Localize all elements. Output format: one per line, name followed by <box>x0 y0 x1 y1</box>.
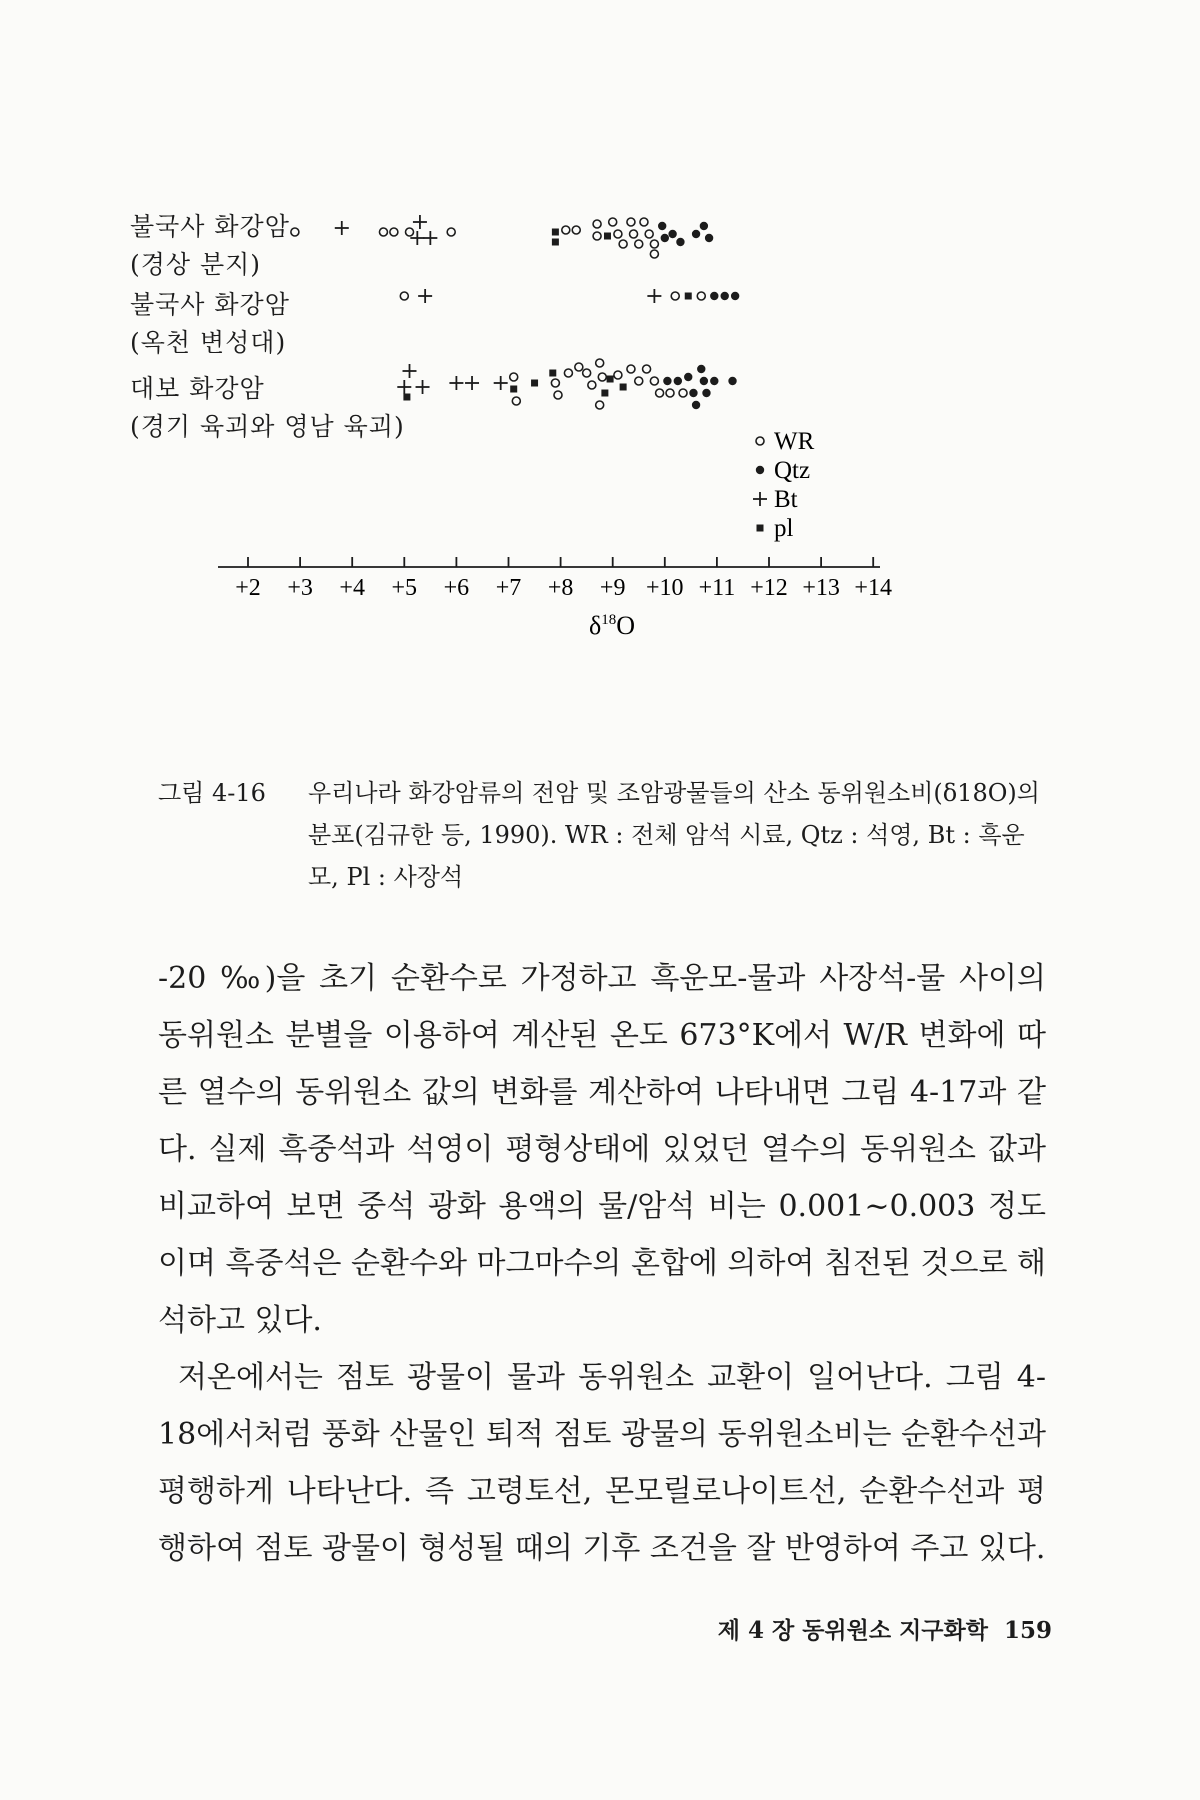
isotope-scatter-chart <box>0 0 1200 740</box>
data-point-pl <box>552 229 559 236</box>
legend-symbol-qtz <box>756 466 764 474</box>
data-point-qtz <box>674 377 682 385</box>
data-point-qtz <box>684 373 692 381</box>
data-point-bt <box>397 380 411 394</box>
data-point-pl <box>620 384 627 391</box>
data-point-wr <box>598 373 606 381</box>
legend-symbol-bt <box>753 492 767 506</box>
data-point-wr <box>447 228 455 236</box>
data-point-wr <box>619 240 627 248</box>
page-number: 159 <box>1003 1617 1052 1644</box>
page-footer <box>718 1612 1052 1645</box>
data-point-wr <box>593 220 601 228</box>
data-point-pl <box>549 370 556 377</box>
data-point-wr <box>679 389 687 397</box>
data-point-wr <box>635 240 643 248</box>
row-label-2-line2: (옥천 변성대) <box>130 328 287 357</box>
data-point-qtz <box>700 377 708 385</box>
data-point-bt <box>465 376 479 390</box>
row-label-2-line1: 불국사 화강암 <box>130 290 290 319</box>
x-tick-label: +9 <box>599 575 626 601</box>
data-point-wr <box>575 363 583 371</box>
data-point-wr <box>609 218 617 226</box>
data-point-wr <box>666 389 674 397</box>
data-point-wr <box>671 292 679 300</box>
x-tick-label: +10 <box>646 575 684 601</box>
x-tick-label: +12 <box>750 575 788 601</box>
data-point-qtz <box>710 292 718 300</box>
data-point-wr <box>596 401 604 409</box>
data-point-bt <box>410 231 424 245</box>
data-point-bt <box>423 231 437 245</box>
data-point-qtz <box>731 292 739 300</box>
x-tick-label: +4 <box>339 575 365 601</box>
data-point-wr <box>400 292 408 300</box>
data-point-wr <box>650 240 658 248</box>
data-point-wr <box>588 381 596 389</box>
x-tick-label: +2 <box>235 575 261 601</box>
data-point-qtz <box>668 230 676 238</box>
x-tick-label: +7 <box>495 575 522 601</box>
data-point-wr <box>627 218 635 226</box>
data-point-qtz <box>692 230 700 238</box>
legend-symbol-pl <box>757 525 764 532</box>
data-point-pl <box>601 390 608 397</box>
data-point-wr <box>562 226 570 234</box>
data-point-qtz <box>689 389 697 397</box>
data-point-wr <box>645 230 653 238</box>
data-point-bt <box>403 364 417 378</box>
caption-line-1: 우리나라 화강암류의 전암 및 조암광물들의 산소 동위원소비(δ18O)의 <box>308 779 1040 807</box>
data-point-wr <box>640 218 648 226</box>
data-point-qtz <box>692 401 700 409</box>
data-point-bt <box>413 215 427 229</box>
data-point-bt <box>416 380 430 394</box>
data-point-wr <box>593 232 601 240</box>
data-point-qtz <box>663 377 671 385</box>
data-point-wr <box>614 371 622 379</box>
data-point-wr <box>554 391 562 399</box>
data-point-wr <box>630 230 638 238</box>
data-point-wr <box>390 228 398 236</box>
data-point-wr <box>551 379 559 387</box>
data-point-wr <box>291 228 299 236</box>
legend-label-bt: Bt <box>774 486 798 513</box>
data-point-qtz <box>705 234 713 242</box>
data-point-qtz <box>676 238 684 246</box>
data-point-pl <box>531 380 538 387</box>
x-tick-label: +14 <box>854 575 892 601</box>
data-point-pl <box>403 394 410 401</box>
data-point-wr <box>406 228 414 236</box>
data-point-bt <box>494 376 508 390</box>
data-point-bt <box>647 289 661 303</box>
data-point-pl <box>510 386 517 393</box>
data-point-wr <box>656 389 664 397</box>
footer-chapter: 제 4 장 동위원소 지구화학 <box>717 1617 988 1644</box>
data-point-wr <box>650 250 658 258</box>
row-label-3-line2: (경기 육괴와 영남 육괴) <box>130 412 405 441</box>
caption-label: 그림 4-16 <box>158 779 266 807</box>
caption-line-2: 분포(김규한 등, 1990). WR : 전체 암석 시료, Qtz : 석영, Bt : 흑운 <box>308 821 1025 849</box>
data-point-qtz <box>658 222 666 230</box>
data-point-wr <box>697 292 705 300</box>
data-point-wr <box>643 365 651 373</box>
data-point-pl <box>604 233 611 240</box>
legend-label-pl: pl <box>774 515 794 542</box>
data-point-wr <box>512 397 520 405</box>
x-tick-label: +6 <box>443 575 470 601</box>
row-label-3-line1: 대보 화강암 <box>130 374 265 403</box>
figure-caption <box>158 772 1058 898</box>
row-label-1-line2: (경상 분지) <box>130 250 262 279</box>
data-point-wr <box>572 226 580 234</box>
data-point-bt <box>449 376 463 390</box>
body-text <box>158 950 1046 1577</box>
x-tick-label: +8 <box>547 575 574 601</box>
legend-label-qtz: Qtz <box>774 457 811 484</box>
data-point-wr <box>650 377 658 385</box>
data-point-pl <box>607 376 614 383</box>
x-axis-title: $\delta^{18}O$ <box>588 611 636 640</box>
x-tick-label: +5 <box>391 575 418 601</box>
x-tick-label: +11 <box>698 575 736 601</box>
data-point-bt <box>418 289 432 303</box>
data-point-bt <box>335 221 349 235</box>
data-point-qtz <box>697 365 705 373</box>
data-point-pl <box>685 293 692 300</box>
data-point-qtz <box>700 222 708 230</box>
data-point-pl <box>552 239 559 246</box>
row-label-1-line1: 불국사 화강암 <box>130 212 290 241</box>
data-point-qtz <box>721 292 729 300</box>
data-point-wr <box>614 230 622 238</box>
data-point-wr <box>564 369 572 377</box>
data-point-wr <box>596 359 604 367</box>
data-point-wr <box>635 377 643 385</box>
data-point-wr <box>583 369 591 377</box>
data-point-qtz <box>661 234 669 242</box>
legend-label-wr: WR <box>774 428 815 455</box>
body-paragraph-1: -20 ‰)을 초기 순환수로 가정하고 흑운모-물과 사장석-물 사이의 동위원소 분별을 이용하여 계산된 온도 673°K에서 W/R 변화에 따른 열수의 동위원소 값의 변화를 계산하여 나타내면 그림 4-17과 같다. 실제 흑중석과 석영이 평형상태에 있었던 열수의 동위원소 값과 비교하여 보면 중석 광화 용액의 물/암석 비는 0.001~0.003 정도이며 흑중석은 순환수와 마그마수의 혼합에 의하여 침전된 것으로 해석하고 있다. <box>158 961 1046 1338</box>
legend-symbol-wr <box>756 437 764 445</box>
data-point-qtz <box>710 377 718 385</box>
data-point-wr <box>627 365 635 373</box>
data-point-wr <box>379 228 387 236</box>
data-point-wr <box>510 373 518 381</box>
x-tick-label: +13 <box>802 575 840 601</box>
caption-line-3: 모, Pl : 사장석 <box>308 863 464 891</box>
body-paragraph-2: 저온에서는 점토 광물이 물과 동위원소 교환이 일어난다. 그림 4-18에서처럼 풍화 산물인 퇴적 점토 광물의 동위원소비는 순환수선과 평행하게 나타난다. 즉 고령토선, 몬모릴로나이트선, 순환수선과 평행하여 점토 광물이 형성될 때의 기후 조건을 잘 반영하여 주고 있다. <box>158 1360 1046 1566</box>
data-point-qtz <box>702 389 710 397</box>
x-tick-label: +3 <box>287 575 313 601</box>
data-point-qtz <box>728 377 736 385</box>
